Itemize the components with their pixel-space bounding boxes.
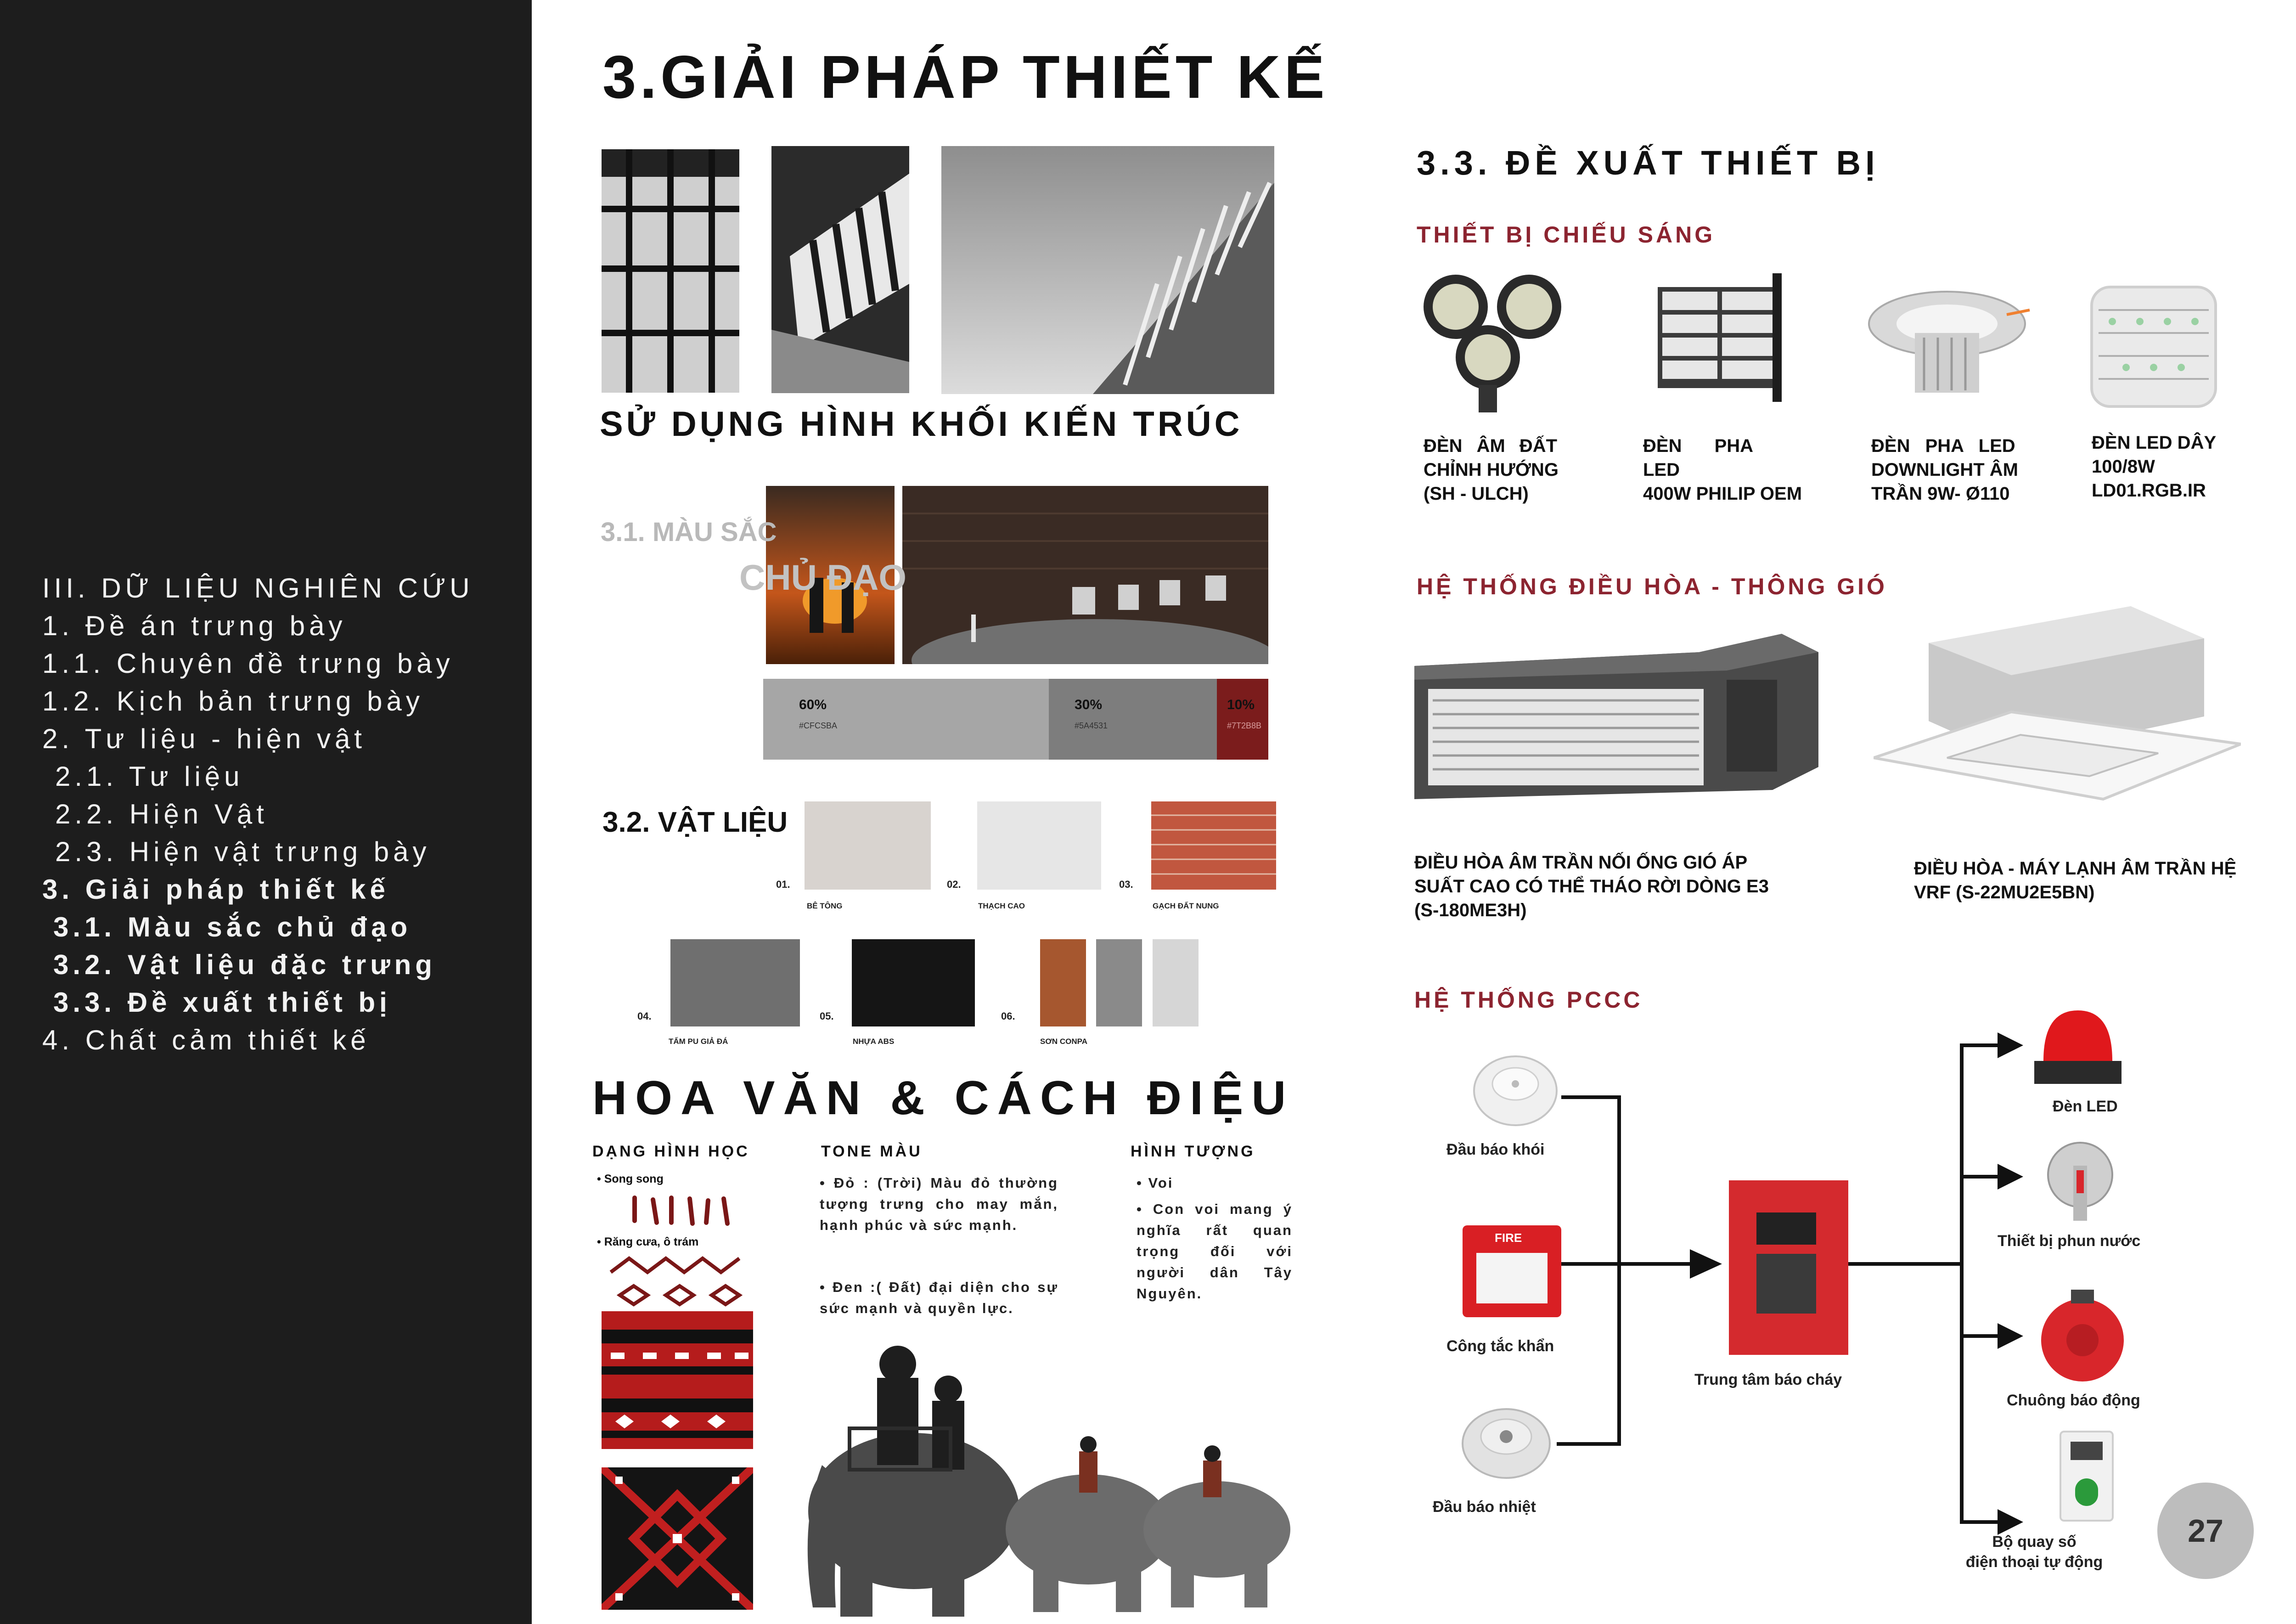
cassette-ac-image	[1874, 606, 2241, 818]
fire-output-label: Đèn LED	[2053, 1098, 2118, 1115]
toc-item[interactable]: 1. Đề án trưng bày	[42, 610, 347, 641]
connector-line	[1960, 1175, 2001, 1179]
light-caption	[2092, 431, 2243, 502]
toc-item[interactable]: 2.2. Hiện Vật	[55, 799, 268, 829]
material-swatch-paint-rust	[1040, 939, 1086, 1026]
material-name: THẠCH CAO	[978, 902, 1025, 910]
caption-line: ĐÈN LED DÂY	[2092, 433, 2217, 453]
toc-item[interactable]: 4. Chất cảm thiết kế	[42, 1025, 370, 1055]
arrow-right-icon	[1690, 1249, 1722, 1279]
page-title: 3.GIẢI PHÁP THIẾT KẾ	[602, 43, 1328, 111]
symbol-heading: HÌNH TƯỢNG	[1131, 1143, 1255, 1160]
elephant-photo	[794, 1314, 1327, 1617]
panel-keypad	[1756, 1254, 1816, 1314]
fire-input-label: Công tắc khẩn	[1446, 1337, 1554, 1355]
fire-input-label: Đầu báo khói	[1446, 1141, 1545, 1158]
material-swatch-stone	[670, 939, 800, 1026]
dialer-label-line: điện thoại tự động	[1965, 1553, 2103, 1571]
connector-line	[1561, 1095, 1621, 1099]
fire-center-label: Trung tâm báo cháy	[1694, 1371, 1842, 1388]
dialer-screen	[2071, 1442, 2103, 1460]
connector-line	[1848, 1262, 1963, 1266]
downlight-image	[1860, 282, 2039, 411]
arrow-right-icon	[1998, 1164, 2023, 1190]
toc-item-active[interactable]: 3.1. Màu sắc chủ đạo	[53, 912, 412, 942]
heat-detector-icon	[1456, 1400, 1557, 1483]
brocade-pattern	[602, 1311, 753, 1449]
fire-title: HỆ THỐNG PCCC	[1414, 987, 1643, 1013]
caption-line: TRẦN 9W- Ø110	[1871, 484, 2010, 504]
swatch-percent: 30%	[1075, 697, 1103, 712]
material-name: BÊ TÔNG	[807, 902, 843, 910]
material-swatch-paint-light	[1153, 939, 1199, 1026]
connector-line	[1561, 1262, 1621, 1266]
color-palette-bar	[763, 679, 1268, 760]
symbol-bullet: • Voi	[1137, 1175, 1174, 1191]
connector-line	[1621, 1262, 1694, 1266]
fire-panel-label: FIRE	[1495, 1231, 1522, 1245]
arrow-right-icon	[1998, 1032, 2023, 1058]
toc-item[interactable]: 1.2. Kịch bản trưng bày	[42, 686, 424, 716]
caption-line: ĐIỀU HÒA ÂM TRẦN NỐI ỐNG GIÓ ÁP	[1414, 852, 1748, 873]
material-swatch-concrete	[805, 801, 931, 890]
material-swatch-abs	[852, 939, 975, 1026]
material-swatch-paint-grey	[1096, 939, 1142, 1026]
caption-line: LD01.RGB.IR	[2092, 480, 2206, 501]
material-name: NHỰA ABS	[853, 1037, 895, 1046]
colors-title: 3.1. MÀU SẮC	[601, 517, 777, 547]
material-name: GẠCH ĐẤT NUNG	[1153, 902, 1219, 910]
light-caption	[1643, 434, 1818, 506]
material-number: 03.	[1119, 879, 1133, 890]
swatch-code: #5A4531	[1075, 721, 1108, 730]
caption-line: DOWNLIGHT ÂM	[1871, 460, 2018, 480]
lighting-title: THIẾT BỊ CHIẾU SÁNG	[1417, 222, 1716, 248]
toc-item[interactable]: 2. Tư liệu - hiện vật	[42, 723, 366, 754]
material-number: 06.	[1001, 1010, 1015, 1022]
toc-item-active[interactable]: 3.3. Đề xuất thiết bị	[53, 987, 391, 1018]
caption-line: CHỈNH HƯỚNG	[1424, 460, 1559, 480]
caption-line: 400W PHILIP OEM	[1643, 484, 1802, 504]
exhibition-render	[902, 486, 1268, 664]
connector-line	[1960, 1043, 1964, 1523]
sprinkler-icon	[2034, 1138, 2126, 1230]
led-strip-image	[2085, 278, 2223, 416]
color-swatch	[1217, 679, 1268, 760]
material-number: 01.	[776, 879, 790, 890]
architecture-title: SỬ DỤNG HÌNH KHỐI KIẾN TRÚC	[600, 405, 1243, 444]
toc-item-active[interactable]: 3. Giải pháp thiết kế	[42, 874, 389, 905]
swatch-code: #CFCSBA	[799, 721, 838, 730]
arrow-right-icon	[1998, 1323, 2023, 1349]
panel-display	[1756, 1212, 1816, 1245]
geometry-heading: DẠNG HÌNH HỌC	[592, 1143, 750, 1160]
ducted-ac-image	[1414, 625, 1818, 818]
flood-light-image	[1649, 269, 1795, 406]
auto-dialer-icon	[2060, 1431, 2114, 1522]
hvac-caption	[1414, 851, 1828, 922]
light-caption	[1871, 434, 2037, 506]
geometry-bullet: • Song song	[597, 1173, 664, 1185]
fire-control-panel-icon	[1729, 1180, 1848, 1355]
toc-item[interactable]: 1.1. Chuyên đề trưng bày	[42, 648, 454, 679]
brocade-pattern	[602, 1467, 753, 1610]
caption-line: ĐIỀU HÒA - MÁY LẠNH ÂM TRẦN HỆ	[1914, 858, 2237, 879]
caption-line: SUẤT CAO CÓ THỂ THÁO RỜI DÒNG E3	[1414, 876, 1769, 897]
dialer-label-line: Bộ quay số	[1992, 1533, 2077, 1551]
connector-line	[1557, 1442, 1621, 1446]
tone-bullet: • Đỏ : (Trời) Màu đỏ thường tượng trưng cho may mắn, hạnh phúc và sức mạnh.	[820, 1175, 1058, 1233]
colors-title-sub: CHỦ ĐẠO	[739, 557, 906, 598]
architecture-photo	[771, 146, 909, 393]
connector-line	[1960, 1334, 2001, 1338]
equipment-title: 3.3. ĐỀ XUẤT THIẾT BỊ	[1417, 144, 1880, 182]
fire-output-label	[1952, 1532, 2117, 1572]
architecture-photo	[602, 149, 739, 393]
alarm-bell-icon	[2034, 1290, 2131, 1386]
arrow-right-icon	[1998, 1509, 2023, 1535]
dialer-sensor	[2075, 1478, 2098, 1506]
parallel-pattern	[629, 1193, 735, 1230]
sawtooth-pattern	[606, 1254, 753, 1309]
in-ground-light-image	[1419, 270, 1584, 417]
caption-line: ĐÈN PHA LED	[1871, 436, 2015, 456]
toc-item[interactable]: 2.3. Hiện vật trưng bày	[55, 836, 431, 867]
hvac-title: HỆ THỐNG ĐIỀU HÒA - THÔNG GIÓ	[1417, 574, 1887, 599]
swatch-percent: 60%	[799, 697, 827, 712]
light-caption	[1424, 434, 1570, 506]
manual-call-point-icon	[1463, 1225, 1561, 1317]
connector-line	[1960, 1520, 2001, 1524]
hvac-caption	[1914, 857, 2281, 904]
connector-line	[1617, 1095, 1621, 1446]
toc-item[interactable]: 2.1. Tư liệu	[55, 761, 244, 792]
led-beacon-icon	[2030, 1001, 2126, 1093]
fire-output-label: Thiết bị phun nước	[1998, 1232, 2141, 1250]
material-swatch-brick	[1151, 801, 1276, 890]
caption-line: 100/8W	[2092, 457, 2155, 477]
caption-line: VRF (S-22MU2E5BN)	[1914, 882, 2095, 902]
tone-bullet: • Đen :( Đất) đại diện cho sự sức mạnh và quyền lực.	[820, 1279, 1058, 1316]
material-swatch-gypsum	[977, 801, 1101, 890]
toc-item-active[interactable]: 3.2. Vật liệu đặc trưng	[53, 949, 436, 980]
pattern-title: HOA VĂN & CÁCH ĐIỆU	[592, 1071, 1294, 1125]
material-name: SƠN CONPA	[1040, 1037, 1087, 1046]
toc-item[interactable]: III. DỮ LIỆU NGHIÊN CỨU	[42, 573, 474, 603]
color-swatch	[763, 679, 1049, 760]
connector-line	[1960, 1043, 2001, 1047]
page-number: 27	[2188, 1513, 2223, 1549]
material-name: TẤM PU GIẢ ĐÁ	[669, 1037, 728, 1046]
caption-line: (SH - ULCH)	[1424, 484, 1529, 504]
caption-line: ĐÈN PHA LED	[1643, 436, 1753, 480]
material-number: 02.	[947, 879, 961, 890]
material-number: 04.	[637, 1010, 652, 1022]
swatch-percent: 10%	[1227, 697, 1255, 712]
color-swatch	[1049, 679, 1217, 760]
material-number: 05.	[820, 1010, 834, 1022]
fire-input-label: Đầu báo nhiệt	[1433, 1498, 1536, 1516]
caption-line: ĐÈN ÂM ĐẤT	[1424, 436, 1558, 456]
materials-title: 3.2. VẬT LIỆU	[602, 806, 788, 838]
architecture-photo	[941, 146, 1274, 394]
table-of-contents	[42, 570, 474, 1059]
geometry-bullet: • Răng cưa, ô trám	[597, 1235, 699, 1248]
caption-line: (S-180ME3H)	[1414, 900, 1527, 920]
call-point-window	[1476, 1253, 1548, 1303]
tone-heading: TONE MÀU	[821, 1143, 923, 1160]
swatch-code: #7T2B8B	[1227, 721, 1262, 730]
smoke-detector-icon	[1469, 1052, 1561, 1130]
fire-output-label: Chuông báo động	[2007, 1392, 2140, 1409]
page-number-badge	[2157, 1483, 2254, 1579]
symbol-bullet: • Con voi mang ý nghĩa rất quan trọng đối với người dân Tây Nguyên.	[1137, 1201, 1293, 1302]
